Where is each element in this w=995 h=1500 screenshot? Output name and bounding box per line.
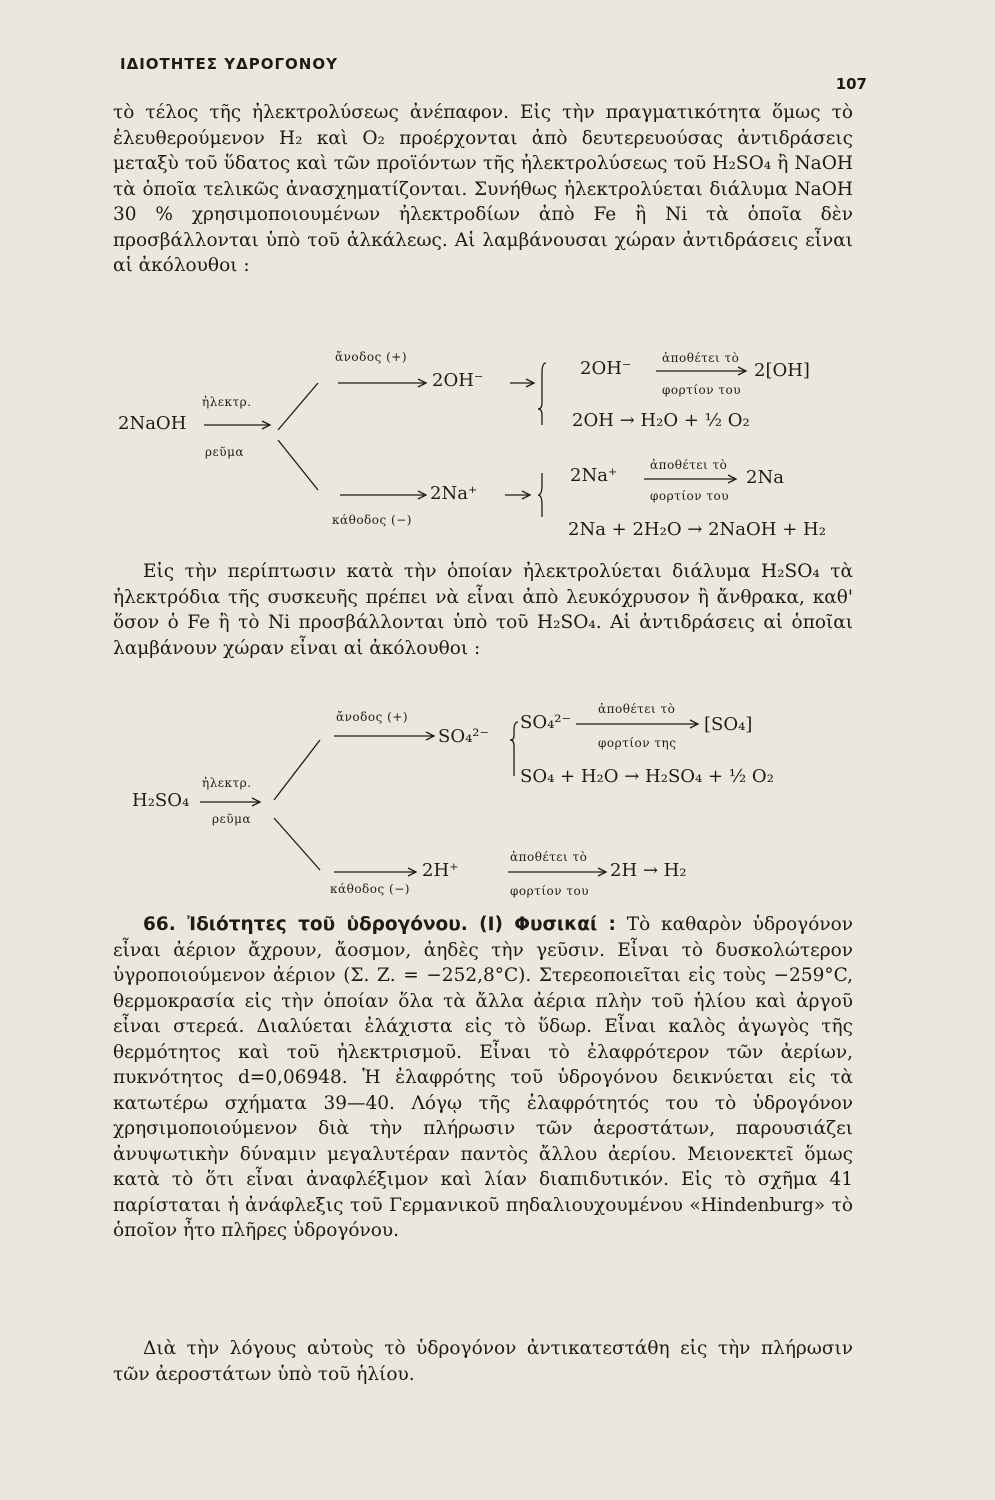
reaction-scheme-naoh xyxy=(110,345,870,555)
cathode-reaction1-bottom: φορτίον του xyxy=(650,489,730,503)
anode-reaction1-top: ἀποθέτει τὸ xyxy=(662,351,740,365)
page-number: 107 xyxy=(835,75,867,93)
paragraph-electrolysis-intro xyxy=(113,100,853,279)
current-label-bottom: ρεῦμα xyxy=(205,445,244,459)
cathode-reaction-bottom: φορτίον του xyxy=(510,884,590,898)
anode-reaction1-left: 2OH⁻ xyxy=(580,358,632,379)
section-66 xyxy=(113,912,853,1244)
section-heading: 66. Ἰδιότητες τοῦ ὑδρογόνου. (Ι) Φυσικαί : xyxy=(143,914,616,935)
cathode-label: κάθοδος (−) xyxy=(330,882,410,896)
cathode-product: 2H⁺ xyxy=(422,860,459,881)
paragraph-text: Εἰς τὴν περίπτωσιν κατὰ τὴν ὁποίαν ἠλεκτρολύεται διάλυμα H₂SO₄ τὰ ἠλεκτρόδια τῆς συσκευῆς πρέπει νὰ εἶναι ἀπὸ λευκόχρυσον ἢ ἄνθρακα, καθ' ὅσον ὁ Fe ἢ τὸ Ni προσβάλλονται ὑπὸ τοῦ H₂SO₄. Αἱ ἀντιδράσεις αἱ ὁποῖαι λαμβάνουν χώραν εἶναι αἱ ἀκόλουθοι : xyxy=(113,561,853,659)
anode-product: 2OH⁻ xyxy=(432,370,484,391)
current-label-top: ἠλεκτρ. xyxy=(202,776,252,790)
anode-reaction1-right: [SO₄] xyxy=(704,714,753,735)
anode-reaction1-left: SO₄²⁻ xyxy=(520,712,572,733)
reactant: 2NaOH xyxy=(118,413,187,434)
cathode-reaction1-top: ἀποθέτει τὸ xyxy=(650,458,728,472)
paragraph-helium-replacement xyxy=(113,1336,853,1387)
cathode-reaction-top: ἀποθέτει τὸ xyxy=(510,850,588,864)
cathode-reaction2: 2Na + 2H₂O → 2NaOH + H₂ xyxy=(568,519,826,540)
running-title: ΙΔΙΟΤΗΤΕΣ ΥΔΡΟΓΟΝΟΥ xyxy=(120,55,338,73)
cathode-label: κάθοδος (−) xyxy=(332,513,412,527)
anode-reaction2: SO₄ + H₂O → H₂SO₄ + ½ O₂ xyxy=(520,766,774,787)
section-body: Τὸ καθαρὸν ὑδρογόνον εἶναι ἀέριον ἄχρουν, ἄοσμον, ἀηδὲς τὴν γεῦσιν. Εἶναι τὸ δυσκολώτερον ὑγροποιούμενον ἀέριον (Σ. Ζ. = −252,8°C). Στερεοποιεῖται εἰς τοὺς −259°C, θερμοκρασία εἰς τὴν ὁποίαν ὅλα τὰ ἄλλα ἀέρια πλὴν τοῦ ἡλίου καὶ ἀργοῦ εἶναι στερεά. Διαλύεται ἐλάχιστα εἰς τὸ ὕδωρ. Εἶναι καλὸς ἀγωγὸς τῆς θερμότητος καὶ τοῦ ἠλεκτρισμοῦ. Εἶναι τὸ ἐλαφρότερον τῶν ἀερίων, πυκνότητος d=0,06948. Ἡ ἐλαφρότης τοῦ ὑδρογόνου δεικνύεται εἰς τὰ κατωτέρω σχήματα 39—40. Λόγῳ τῆς ἐλαφρότητός του τὸ ὑδρογόνον χρησιμοποιούμενον διὰ τὴν πλήρωσιν τῶν ἀεροστάτων, παρουσιάζει ἀνυψωτικὴν δύναμιν μεγαλυτέραν παντὸς ἄλλου ἀερίου. Μειονεκτεῖ ὅμως κατὰ τὸ ὅτι εἶναι ἀναφλέξιμον καὶ λίαν διαπιδυτικόν. Εἰς τὸ σχῆμα 41 παρίσταται ἡ ἀνάφλεξις τοῦ Γερμανικοῦ πηδαλιουχουμένου «Hindenburg» τὸ ὁποῖον ἦτο πλῆρες ὑδρογόνου. xyxy=(113,914,853,1241)
anode-reaction2: 2OH → H₂O + ½ O₂ xyxy=(572,410,750,431)
current-label-bottom: ρεῦμα xyxy=(212,812,251,826)
anode-reaction1-bottom: φορτίον της xyxy=(598,736,677,750)
cathode-product: 2Na⁺ xyxy=(430,483,478,504)
paragraph-text: Διὰ τὴν λόγους αὐτοὺς τὸ ὑδρογόνον ἀντικατεστάθη εἰς τὴν πλήρωσιν τῶν ἀεροστάτων ὑπὸ τοῦ ἡλίου. xyxy=(113,1338,853,1385)
scheme-lines xyxy=(110,700,870,905)
page-header xyxy=(120,50,867,93)
cathode-reaction1-right: 2Na xyxy=(746,467,784,488)
reactant: H₂SO₄ xyxy=(132,790,190,811)
anode-product: SO₄²⁻ xyxy=(438,726,490,747)
current-label-top: ἠλεκτρ. xyxy=(202,395,252,409)
anode-reaction1-right: 2[OH] xyxy=(754,360,810,381)
cathode-reaction-right: 2H → H₂ xyxy=(610,860,687,881)
anode-label: ἄνοδος (+) xyxy=(335,350,408,364)
reaction-scheme-h2so4 xyxy=(110,700,870,905)
paragraph-h2so4-intro xyxy=(113,559,853,661)
paragraph-text: τὸ τέλος τῆς ἠλεκτρολύσεως ἀνέπαφον. Εἰς τὴν πραγματικότητα ὅμως τὸ ἐλευθερούμενον H₂ καὶ O₂ προέρχονται ἀπὸ δευτερευούσας ἀντιδράσεις μεταξὺ τοῦ ὕδατος καὶ τῶν προϊόντων τῆς ἠλεκτρολύσεως τοῦ H₂SO₄ ἢ NaOH τὰ ὁποῖα τελικῶς ἀνασχηματίζονται. Συνήθως ἠλεκτρολύεται διάλυμα NaOH 30 % χρησιμοποιουμένων ἠλεκτροδίων ἀπὸ Fe ἢ Ni τὰ ὁποῖα δὲν προσβάλλονται ὑπὸ τοῦ ἀλκάλεως. Αἱ λαμβάνουσαι χώραν ἀντιδράσεις εἶναι αἱ ἀκόλουθοι : xyxy=(113,102,853,276)
anode-reaction1-bottom: φορτίον του xyxy=(662,383,742,397)
cathode-reaction1-left: 2Na⁺ xyxy=(570,465,618,486)
anode-reaction1-top: ἀποθέτει τὸ xyxy=(598,702,676,716)
anode-label: ἄνοδος (+) xyxy=(336,710,409,724)
